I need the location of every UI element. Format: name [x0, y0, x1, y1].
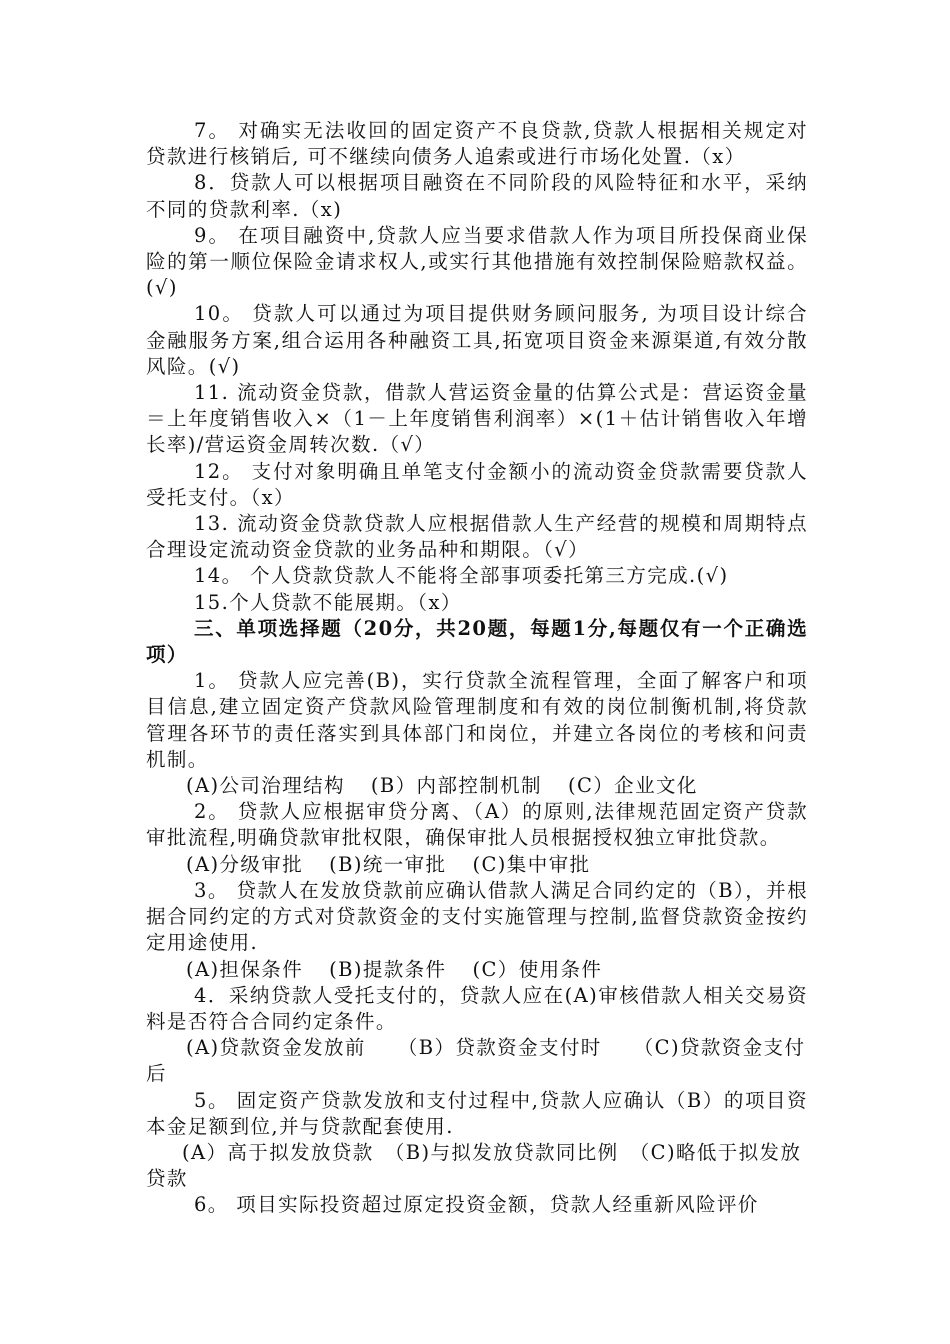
question-3-options: [146, 957, 808, 983]
question-2-stem: 2。 贷款人应根据审贷分离、（A）的原则,法律规范固定资产贷款审批流程,明确贷款审批权限，确保审批人员根据授权独立审批贷款。: [146, 800, 808, 850]
option-b: (B)统一审批: [329, 852, 447, 876]
tf-item-8: 8．贷款人可以根据项目融资在不同阶段的风险特征和水平，采纳不同的贷款利率.（x): [146, 171, 808, 221]
section-heading: 三、单项选择题（20分，共20题，每题1分,每题仅有一个正确选项）: [146, 616, 808, 667]
tf-item-14: 14。 个人贷款贷款人不能将全部事项委托第三方完成.(√): [194, 564, 729, 588]
question-4-options: (A)贷款资金发放前 （B）贷款资金支付时 （C)贷款资金支付后: [146, 1036, 806, 1086]
tf-item-15: 15.个人贷款不能展期。（x）: [194, 590, 462, 614]
question-2-options: [146, 852, 808, 878]
option-c: (C）企业文化: [567, 774, 698, 798]
option-b: (B）内部控制机制: [370, 774, 542, 798]
option-c: (C)集中审批: [472, 852, 591, 876]
tf-item-7: 7。 对确实无法收回的固定资产不良贷款,贷款人根据相关规定对贷款进行核销后, 可不继续向债务人追索或进行市场化处置.（x）: [146, 119, 808, 169]
question-1-options: [146, 773, 808, 799]
question-4-stem: 4．采纳贷款人受托支付的，贷款人应在(A)审核借款人相关交易资料是否符合合同约定条件。: [146, 983, 808, 1033]
question-5-options: (A）高于拟发放贷款 （B)与拟发放贷款同比例 （C)略低于拟发放贷款: [146, 1140, 802, 1191]
option-b: (B)提款条件: [329, 957, 447, 981]
question-5-stem: 5。 固定资产贷款发放和支付过程中,贷款人应确认（B）的项目资本金足额到位,并与贷款配套使用.: [146, 1088, 808, 1138]
question-6-stem: 6。 项目实际投资超过原定投资金额，贷款人经重新风险评价: [194, 1193, 759, 1217]
tf-item-10: 10。 贷款人可以通过为项目提供财务顾问服务, 为项目设计综合金融服务方案,组合运用各种融资工具,拓宽项目资金来源渠道,有效分散风险。(√): [146, 302, 808, 378]
tf-item-13: 13. 流动资金贷款贷款人应根据借款人生产经营的规模和周期特点合理设定流动资金贷款的业务品种和期限。（√）: [146, 512, 808, 562]
tf-item-11: 11. 流动资金贷款，借款人营运资金量的估算公式是：营运资金量＝上年度销售收入×（1－上年度销售利润率）×(1＋估计销售收入年增长率)/营运资金周转次数.（√）: [146, 381, 808, 457]
option-a: (A)公司治理结构: [186, 774, 345, 798]
option-a: (A)分级审批: [186, 852, 304, 876]
question-3-stem: 3。 贷款人在发放贷款前应确认借款人满足合同约定的（B），并根据合同约定的方式对贷款资金的支付实施管理与控制,监督贷款资金按约定用途使用.: [146, 878, 808, 955]
question-1-stem: 1。 贷款人应完善(B)，实行贷款全流程管理，全面了解客户和项目信息,建立固定资产贷款风险管理制度和有效的岗位制衡机制,将贷款管理各环节的责任落实到具体部门和岗位，并建立各岗位的考核和问责机制。: [146, 669, 808, 771]
option-c: (C）使用条件: [472, 957, 603, 981]
option-a: (A)担保条件: [186, 957, 304, 981]
tf-item-9: 9。 在项目融资中,贷款人应当要求借款人作为项目所投保商业保险的第一顺位保险金请求权人,或实行其他措施有效控制保险赔款权益。(√): [146, 223, 808, 300]
document-body: [146, 118, 808, 1219]
tf-item-12: 12。 支付对象明确且单笔支付金额小的流动资金贷款需要贷款人受托支付。（x）: [146, 459, 808, 509]
